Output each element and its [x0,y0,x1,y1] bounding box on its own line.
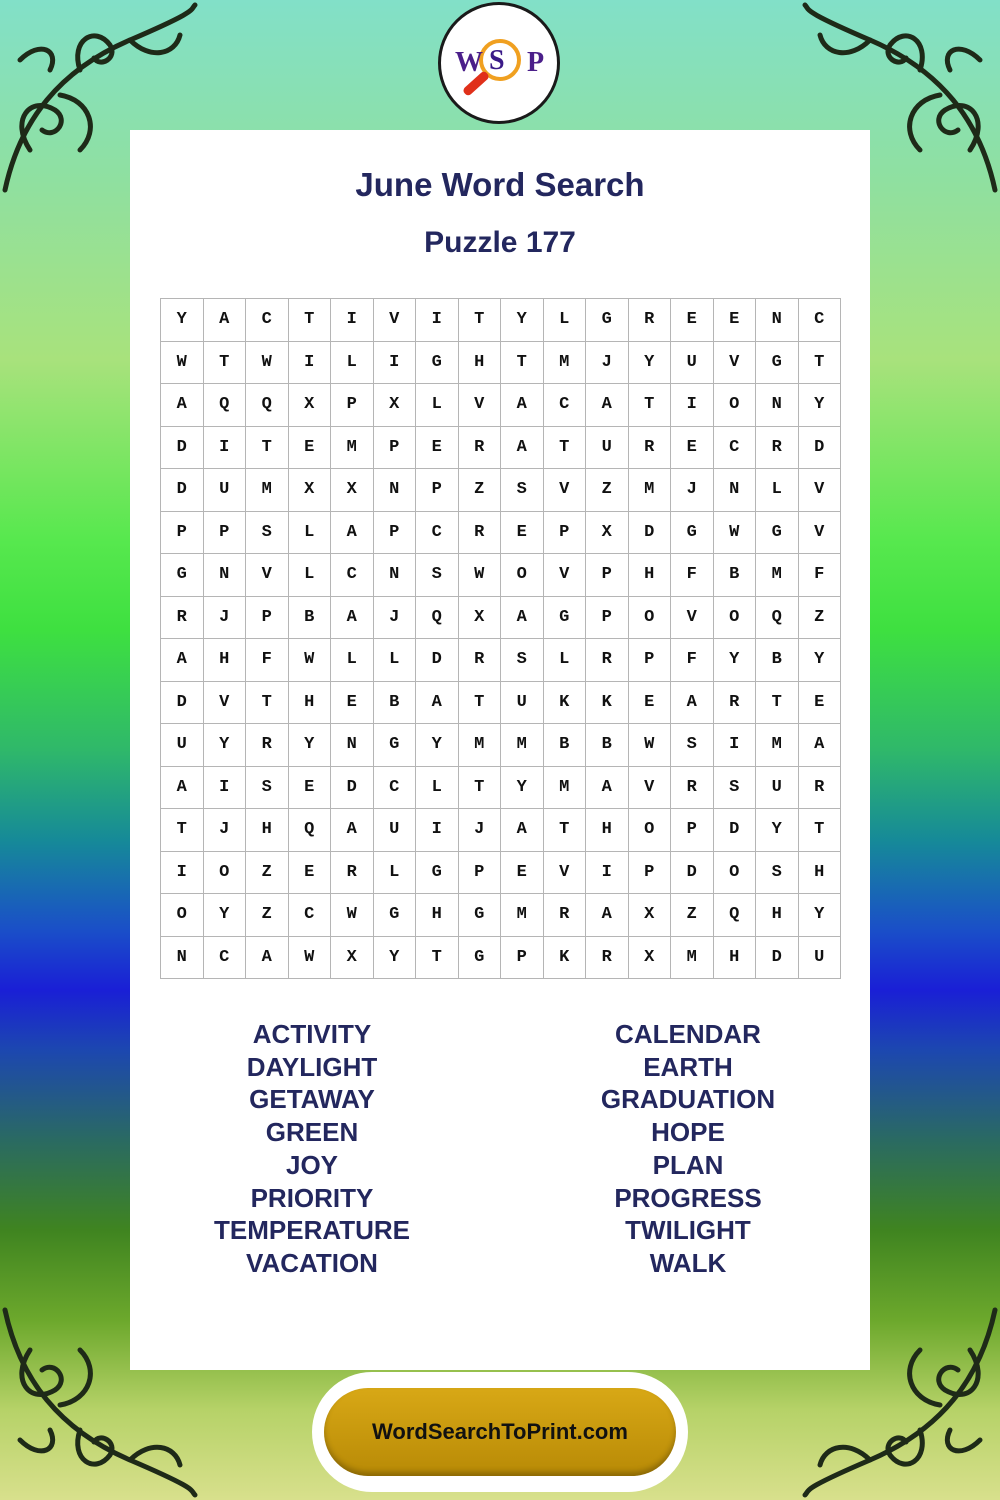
grid-cell[interactable]: H [416,894,459,937]
grid-cell[interactable]: G [416,342,459,385]
grid-cell[interactable]: A [501,427,544,470]
grid-cell[interactable]: M [544,767,587,810]
grid-cell[interactable]: R [586,937,629,980]
grid-cell[interactable]: S [416,554,459,597]
word-list-item: WALK [649,1247,727,1278]
grid-cell[interactable]: H [459,342,502,385]
grid-cell[interactable]: Y [374,937,417,980]
grid-cell[interactable]: R [629,299,672,342]
logo-letter: P [527,47,545,78]
grid-cell[interactable]: D [416,639,459,682]
grid-cell[interactable]: V [544,554,587,597]
grid-cell[interactable]: K [544,937,587,980]
grid-cell[interactable]: Q [246,384,289,427]
grid-cell[interactable]: X [289,469,332,512]
grid-cell[interactable]: Q [714,894,757,937]
grid-cell[interactable]: I [331,299,374,342]
grid-cell[interactable]: Y [629,342,672,385]
grid-cell[interactable]: X [459,597,502,640]
grid-cell[interactable]: P [629,852,672,895]
grid-cell[interactable]: G [374,894,417,937]
grid-cell[interactable]: P [459,852,502,895]
grid-cell[interactable]: E [289,852,332,895]
grid-cell[interactable]: U [799,937,842,980]
grid-cell[interactable]: V [799,512,842,555]
grid-cell[interactable]: I [289,342,332,385]
grid-cell[interactable]: Y [799,384,842,427]
grid-cell[interactable]: J [586,342,629,385]
grid-cell[interactable]: Q [416,597,459,640]
grid-cell[interactable]: D [161,682,204,725]
grid-cell[interactable]: A [799,724,842,767]
grid-cell[interactable]: M [756,724,799,767]
letter-grid[interactable] [160,298,841,979]
grid-cell[interactable]: I [416,809,459,852]
grid-cell[interactable]: Y [204,724,247,767]
grid-cell[interactable]: F [671,639,714,682]
grid-cell[interactable]: E [289,767,332,810]
page-title: June Word Search [355,166,645,203]
grid-cell[interactable]: N [331,724,374,767]
grid-cell[interactable]: K [544,682,587,725]
grid-cell[interactable]: P [629,639,672,682]
grid-cell[interactable]: Z [586,469,629,512]
grid-cell[interactable]: C [204,937,247,980]
grid-cell[interactable]: U [671,342,714,385]
grid-cell[interactable]: G [671,512,714,555]
grid-cell[interactable]: W [331,894,374,937]
grid-cell[interactable]: J [204,597,247,640]
grid-cell[interactable]: G [459,894,502,937]
grid-cell[interactable]: J [374,597,417,640]
grid-cell[interactable]: B [374,682,417,725]
grid-cell[interactable]: D [161,427,204,470]
grid-cell[interactable]: Z [671,894,714,937]
grid-cell[interactable]: R [756,427,799,470]
word-list-item: GETAWAY [249,1084,375,1115]
grid-cell[interactable]: T [161,809,204,852]
grid-cell[interactable]: T [246,427,289,470]
grid-cell[interactable]: A [161,639,204,682]
grid-cell[interactable]: P [586,597,629,640]
grid-cell[interactable]: N [756,299,799,342]
grid-cell[interactable]: B [714,554,757,597]
grid-cell[interactable]: Y [416,724,459,767]
grid-cell[interactable]: Y [161,299,204,342]
grid-cell[interactable]: Y [714,639,757,682]
grid-cell[interactable]: W [289,937,332,980]
grid-cell[interactable]: Q [756,597,799,640]
grid-cell[interactable]: P [374,512,417,555]
logo-letter: W [455,47,483,78]
grid-cell[interactable]: H [629,554,672,597]
grid-cell[interactable]: O [629,809,672,852]
grid-cell[interactable]: V [246,554,289,597]
footer-pill [312,1372,688,1492]
puzzle-subtitle: Puzzle 177 [424,226,576,259]
grid-cell[interactable]: A [586,894,629,937]
grid-cell[interactable]: V [629,767,672,810]
grid-cell[interactable]: T [246,682,289,725]
grid-cell[interactable]: E [671,427,714,470]
grid-cell[interactable]: D [671,852,714,895]
grid-cell[interactable]: J [459,809,502,852]
grid-cell[interactable]: C [799,299,842,342]
grid-cell[interactable]: I [586,852,629,895]
grid-cell[interactable]: P [501,937,544,980]
grid-cell[interactable]: F [246,639,289,682]
word-list-item: GREEN [265,1117,359,1148]
grid-cell[interactable]: E [501,852,544,895]
grid-cell[interactable]: T [756,682,799,725]
grid-cell[interactable]: A [586,384,629,427]
grid-cell[interactable]: S [501,469,544,512]
grid-cell[interactable]: I [416,299,459,342]
grid-cell[interactable]: Y [289,724,332,767]
grid-cell[interactable]: V [459,384,502,427]
grid-cell[interactable]: E [331,682,374,725]
grid-cell[interactable]: E [629,682,672,725]
grid-cell[interactable]: W [246,342,289,385]
grid-cell[interactable]: P [671,809,714,852]
grid-cell[interactable]: G [161,554,204,597]
grid-cell[interactable]: D [756,937,799,980]
grid-cell[interactable]: I [161,852,204,895]
grid-cell[interactable]: L [331,342,374,385]
grid-cell[interactable]: F [799,554,842,597]
grid-cell[interactable]: U [586,427,629,470]
grid-cell[interactable]: N [161,937,204,980]
grid-cell[interactable]: O [714,384,757,427]
grid-cell[interactable]: P [416,469,459,512]
grid-cell[interactable]: Z [246,894,289,937]
grid-cell[interactable]: U [501,682,544,725]
word-list-right [538,1018,838,1280]
grid-cell[interactable]: M [246,469,289,512]
website-button[interactable]: WordSearchToPrint.com [324,1388,676,1476]
grid-cell[interactable]: L [374,852,417,895]
grid-cell[interactable]: Z [799,597,842,640]
grid-cell[interactable]: G [459,937,502,980]
grid-cell[interactable]: T [501,342,544,385]
grid-cell[interactable]: C [289,894,332,937]
grid-cell[interactable]: G [374,724,417,767]
grid-cell[interactable]: U [374,809,417,852]
grid-cell[interactable]: G [756,342,799,385]
grid-cell[interactable]: K [586,682,629,725]
grid-cell[interactable]: R [799,767,842,810]
grid-cell[interactable]: H [246,809,289,852]
grid-cell[interactable]: T [459,682,502,725]
puzzle-card [130,130,870,1370]
grid-cell[interactable]: M [501,724,544,767]
grid-cell[interactable]: R [671,767,714,810]
grid-cell[interactable]: P [161,512,204,555]
grid-cell[interactable]: S [246,512,289,555]
grid-cell[interactable]: V [714,342,757,385]
grid-cell[interactable]: G [586,299,629,342]
grid-cell[interactable]: E [714,299,757,342]
grid-cell[interactable]: A [416,682,459,725]
grid-cell[interactable]: V [374,299,417,342]
grid-cell[interactable]: C [416,512,459,555]
grid-cell[interactable]: R [331,852,374,895]
grid-cell[interactable]: T [629,384,672,427]
grid-cell[interactable]: R [714,682,757,725]
grid-cell[interactable]: Q [289,809,332,852]
grid-cell[interactable]: Y [204,894,247,937]
grid-cell[interactable]: M [459,724,502,767]
grid-cell[interactable]: X [289,384,332,427]
grid-cell[interactable]: A [501,384,544,427]
grid-cell[interactable]: P [544,512,587,555]
grid-cell[interactable]: R [629,427,672,470]
grid-cell[interactable]: H [714,937,757,980]
grid-cell[interactable]: W [459,554,502,597]
grid-cell[interactable]: L [331,639,374,682]
grid-cell[interactable]: T [544,427,587,470]
grid-cell[interactable]: O [204,852,247,895]
grid-cell[interactable]: S [714,767,757,810]
grid-cell[interactable]: N [374,469,417,512]
grid-cell[interactable]: Q [204,384,247,427]
grid-cell[interactable]: Z [246,852,289,895]
grid-cell[interactable]: B [544,724,587,767]
grid-cell[interactable]: G [544,597,587,640]
grid-cell[interactable]: M [501,894,544,937]
grid-cell[interactable]: V [671,597,714,640]
word-list-item: HOPE [651,1117,725,1148]
grid-cell[interactable]: A [331,809,374,852]
grid-cell[interactable]: O [629,597,672,640]
grid-cell[interactable]: T [459,299,502,342]
grid-cell[interactable]: N [756,384,799,427]
grid-cell[interactable]: L [544,299,587,342]
grid-cell[interactable]: L [289,512,332,555]
grid-cell[interactable]: Y [799,639,842,682]
grid-cell[interactable]: A [671,682,714,725]
grid-cell[interactable]: J [204,809,247,852]
grid-cell[interactable]: M [544,342,587,385]
grid-cell[interactable]: L [756,469,799,512]
grid-cell[interactable]: O [161,894,204,937]
grid-cell[interactable]: C [246,299,289,342]
grid-cell[interactable]: E [501,512,544,555]
grid-cell[interactable]: N [204,554,247,597]
grid-cell[interactable]: Z [459,469,502,512]
word-list-item: PROGRESS [614,1182,762,1213]
grid-cell[interactable]: R [459,512,502,555]
grid-cell[interactable]: W [714,512,757,555]
grid-cell[interactable]: U [161,724,204,767]
grid-cell[interactable]: L [289,554,332,597]
grid-cell[interactable]: P [374,427,417,470]
grid-cell[interactable]: A [161,384,204,427]
grid-cell[interactable]: M [629,469,672,512]
grid-cell[interactable]: S [246,767,289,810]
grid-cell[interactable]: S [756,852,799,895]
grid-cell[interactable]: L [374,639,417,682]
grid-cell[interactable]: R [544,894,587,937]
grid-cell[interactable]: C [714,427,757,470]
grid-cell[interactable]: P [246,597,289,640]
grid-cell[interactable]: D [714,809,757,852]
grid-cell[interactable]: B [586,724,629,767]
grid-cell[interactable]: T [416,937,459,980]
grid-cell[interactable]: W [629,724,672,767]
grid-cell[interactable]: C [374,767,417,810]
grid-cell[interactable]: T [799,342,842,385]
grid-cell[interactable]: M [671,937,714,980]
grid-cell[interactable]: A [331,512,374,555]
grid-cell[interactable]: C [544,384,587,427]
grid-cell[interactable]: F [671,554,714,597]
grid-cell[interactable]: H [799,852,842,895]
grid-cell[interactable]: H [586,809,629,852]
word-list-item: ACTIVITY [252,1019,372,1049]
grid-cell[interactable]: E [289,427,332,470]
word-list-item: CALENDAR [615,1019,761,1049]
grid-cell[interactable]: P [204,512,247,555]
wsp-logo[interactable] [438,2,560,124]
logo-letter: S [489,45,505,76]
grid-cell[interactable]: X [586,512,629,555]
grid-cell[interactable]: E [799,682,842,725]
grid-cell[interactable]: U [204,469,247,512]
grid-cell[interactable]: M [331,427,374,470]
grid-cell[interactable]: X [331,469,374,512]
grid-cell[interactable]: D [161,469,204,512]
grid-cell[interactable]: X [374,384,417,427]
grid-cell[interactable]: N [714,469,757,512]
grid-cell[interactable]: B [289,597,332,640]
grid-cell[interactable]: A [204,299,247,342]
grid-cell[interactable]: D [331,767,374,810]
grid-cell[interactable]: W [289,639,332,682]
grid-cell[interactable]: I [204,427,247,470]
grid-cell[interactable]: L [416,767,459,810]
grid-cell[interactable]: G [416,852,459,895]
word-list-item: JOY [285,1149,339,1180]
grid-cell[interactable]: Y [501,299,544,342]
grid-cell[interactable]: A [501,809,544,852]
grid-cell[interactable]: X [629,937,672,980]
grid-cell[interactable]: V [204,682,247,725]
grid-cell[interactable]: G [756,512,799,555]
grid-cell[interactable]: T [799,809,842,852]
grid-cell[interactable]: L [416,384,459,427]
grid-cell[interactable]: Y [756,809,799,852]
word-list-item: DAYLIGHT [246,1051,378,1082]
grid-cell[interactable]: X [331,937,374,980]
grid-cell[interactable]: S [671,724,714,767]
grid-cell[interactable]: P [331,384,374,427]
grid-cell[interactable]: T [204,342,247,385]
grid-cell[interactable]: W [161,342,204,385]
grid-cell[interactable]: A [161,767,204,810]
word-list-item: PLAN [652,1149,724,1180]
word-list-item: PRIORITY [250,1182,374,1213]
grid-cell[interactable]: D [629,512,672,555]
grid-cell[interactable]: D [799,427,842,470]
word-list-item: TEMPERATURE [214,1215,410,1246]
grid-cell[interactable]: R [246,724,289,767]
grid-cell[interactable]: S [501,639,544,682]
grid-cell[interactable]: M [756,554,799,597]
grid-cell[interactable]: V [799,469,842,512]
grid-cell[interactable]: J [671,469,714,512]
word-list-item: VACATION [246,1247,378,1278]
grid-cell[interactable]: T [289,299,332,342]
grid-cell[interactable]: R [161,597,204,640]
grid-cell[interactable]: O [714,597,757,640]
grid-cell[interactable]: C [331,554,374,597]
grid-cell[interactable]: A [246,937,289,980]
grid-cell[interactable]: B [756,639,799,682]
grid-cell[interactable]: A [586,767,629,810]
grid-cell[interactable]: P [586,554,629,597]
grid-cell[interactable]: H [289,682,332,725]
word-list-item: EARTH [643,1051,733,1082]
grid-cell[interactable]: R [459,639,502,682]
grid-cell[interactable]: I [374,342,417,385]
grid-cell[interactable]: E [671,299,714,342]
grid-cell[interactable]: N [374,554,417,597]
grid-cell[interactable]: I [714,724,757,767]
grid-cell[interactable]: H [204,639,247,682]
word-list-item: GRADUATION [600,1084,776,1115]
grid-cell[interactable]: T [459,767,502,810]
word-list-item: TWILIGHT [625,1215,751,1246]
grid-cell[interactable]: R [459,427,502,470]
grid-cell[interactable]: L [544,639,587,682]
grid-cell[interactable]: R [586,639,629,682]
grid-cell[interactable]: O [501,554,544,597]
grid-cell[interactable]: I [671,384,714,427]
grid-cell[interactable]: O [714,852,757,895]
grid-cell[interactable]: A [501,597,544,640]
word-list-left [162,1018,462,1280]
grid-cell[interactable]: H [756,894,799,937]
grid-cell[interactable]: X [629,894,672,937]
grid-cell[interactable]: V [544,852,587,895]
grid-cell[interactable]: Y [501,767,544,810]
grid-cell[interactable]: A [331,597,374,640]
grid-cell[interactable]: U [756,767,799,810]
grid-cell[interactable]: I [204,767,247,810]
grid-cell[interactable]: E [416,427,459,470]
grid-cell[interactable]: Y [799,894,842,937]
grid-cell[interactable]: T [544,809,587,852]
grid-cell[interactable]: V [544,469,587,512]
